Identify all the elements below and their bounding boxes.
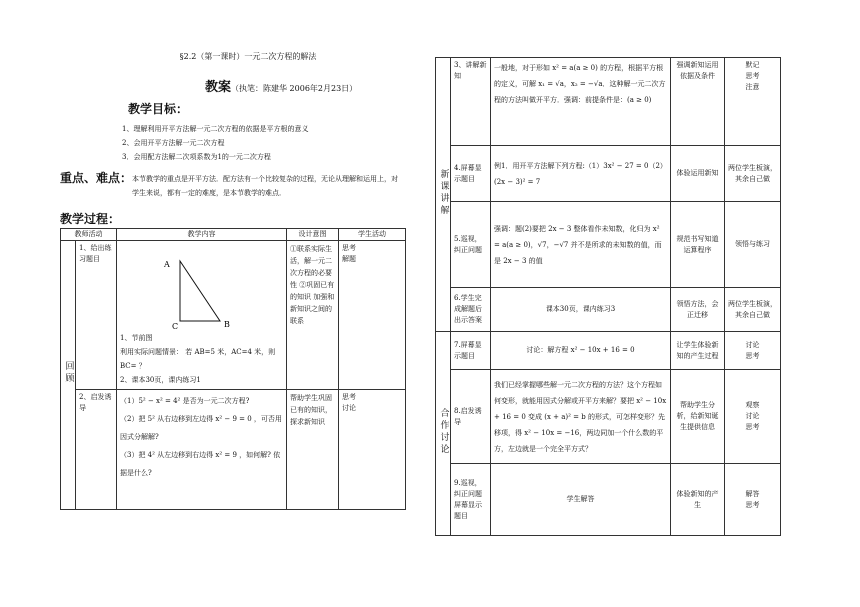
r-row8-content: 我们已经掌握哪些解一元二次方程的方法？这个方程如何变形，就能用因式分解或开平方来解？要把 x² − 10x + 16 = 0 变成 (x + a)² = b 的形式，可怎样变形？先移项，得 x² − 10x = −16，两边同加一个什么数的平方，左边就是一个完全平方式？	[491, 370, 671, 464]
left-process-table	[60, 228, 406, 510]
r-row6-content: 课本30页，课内练习3	[491, 288, 671, 332]
r-row7-content: 讨论：解方程 x² − 10x + 16 = 0	[491, 332, 671, 370]
right-process-table	[435, 57, 781, 536]
r-row4-intent: 体验运用新知	[671, 146, 725, 202]
row2-student: 思考 讨论	[339, 390, 406, 510]
lesson-plan-label: 教案	[205, 80, 232, 95]
r-row5-student: 领悟与练习	[725, 202, 781, 288]
r-row5-content: 强调：题(2)要把 2x − 3 整体看作未知数，化归为 x² = a(a ≥ 0)，√7，−√7 并不是所求的未知数的值，而是 2x − 3 的值	[491, 202, 671, 288]
r-row4-student: 两位学生板演，其余自己做	[725, 146, 781, 202]
section-new-lesson-label: 新课讲解	[438, 168, 449, 217]
row2-question-3: （3）把 4² 从左边移到右边得 x² = 9 ，如何解? 依据是什么?	[120, 451, 281, 477]
triangle-label-c: C	[172, 322, 179, 331]
r-row6-intent: 领悟方法，会正迁移	[671, 288, 725, 332]
r-row6-student: 两位学生板演，其余自己做	[725, 288, 781, 332]
r-row4-content: 例1．用开平方法解下列方程:（1）3x² − 27 = 0（2）(2x − 3)² = 7	[491, 146, 671, 202]
r-row9-student: 解答 思考	[725, 464, 781, 536]
process-heading: 教学过程：	[60, 212, 121, 226]
r-row9-teacher: 9.巡视，纠正问题屏幕显示题目	[451, 464, 491, 536]
header-student-activity: 学生活动	[339, 229, 406, 241]
row1-student: 思考 解题	[339, 241, 406, 390]
row1-content	[117, 241, 287, 390]
objective-item: 3．会用配方法解二次项系数为1的一元二次方程	[122, 153, 271, 161]
lesson-plan-heading	[205, 76, 357, 95]
row1-content-line2: 利用实际问题情景： 若 AB=5 米，AC=4 米，则 BC= ？	[120, 348, 276, 370]
r-row6-teacher: 6.学生完成解题后出示答案	[451, 288, 491, 332]
row2-intent: 帮助学生巩固已有的知识，探求新知识	[287, 390, 339, 510]
r-row3-teacher: 3、讲解新知	[451, 58, 491, 146]
r-row3-student: 默记 思考 注意	[725, 58, 781, 146]
r-row8-intent: 帮助学生分析，给新知诞生提供信息	[671, 370, 725, 464]
row2-question-2: （2）把 5² 从右边移到左边得 x² − 9 = 0 ，可否用因式分解解?	[120, 415, 282, 441]
triangle-label-a: A	[164, 260, 170, 269]
section-cooperative-label: 合作讨论	[438, 407, 449, 456]
row1-teacher: 1、给出练习题目	[76, 241, 117, 390]
r-row8-teacher: 8.启发诱导	[451, 370, 491, 464]
header-teacher-activity: 教师活动	[61, 229, 117, 241]
r-row3-content: 一般地，对于形如 x² = a(a ≥ 0) 的方程，根据平方根的定义，可解 x₁ = √a，x₂ = −√a．这种解一元二次方程的方法叫做开平方．强调：前提条件是：(a ≥ 0)	[491, 58, 671, 146]
r-row4-teacher: 4.屏幕显示题目	[451, 146, 491, 202]
r-row3-intent: 强调新知运用依据及条件	[671, 58, 725, 146]
row1-content-line3: 2、课本30页，课内练习1	[120, 376, 201, 384]
r-row9-intent: 体验新知的产生	[671, 464, 725, 536]
r-row7-intent: 让学生体验新知的产生过程	[671, 332, 725, 370]
objective-item: 1、理解利用开平方法解一元二次方程的依据是平方根的意义	[122, 125, 309, 133]
key-points-heading: 重点、难点：	[60, 171, 133, 185]
objective-item: 2、会用开平方法解一元二次方程	[122, 139, 225, 147]
objectives-heading: 教学目标：	[128, 102, 189, 116]
r-row7-student: 讨论 思考	[725, 332, 781, 370]
r-row5-teacher: 5.巡视，纠正问题	[451, 202, 491, 288]
r-row9-content: 学生解答	[491, 464, 671, 536]
row1-intent: ①联系实际生活，解一元二次方程的必要性 ②巩固已有的知识 加强和新知识之间的联系	[287, 241, 339, 390]
row2-question-1: （1）5² − x² = 4² 是否为一元二次方程?	[120, 397, 250, 405]
r-row7-teacher: 7.屏幕显示题目	[451, 332, 491, 370]
header-intent: 设计意图	[287, 229, 339, 241]
row2-teacher: 2、启发诱导	[76, 390, 117, 510]
triangle-label-b: B	[224, 320, 230, 329]
row1-content-line1: 1、节前图	[120, 334, 153, 342]
header-content: 教学内容	[117, 229, 287, 241]
right-triangle-shape	[180, 261, 220, 321]
r-row5-intent: 规范书写知道运算程序	[671, 202, 725, 288]
triangle-figure	[120, 251, 287, 331]
key-points-text: 本节教学的重点是开平方法．配方法有一个比较复杂的过程，无论从理解和运用上，对学生来说，都有一定的难度，是本节教学的难点．	[132, 175, 398, 197]
section-review-label: 回顾	[63, 361, 74, 385]
document-title: §2.2（第一课时）一元二次方程的解法	[179, 52, 317, 61]
author-note: （执笔：陈建华 2006年2月23日）	[231, 84, 358, 93]
r-row8-student: 观察 讨论 思考	[725, 370, 781, 464]
